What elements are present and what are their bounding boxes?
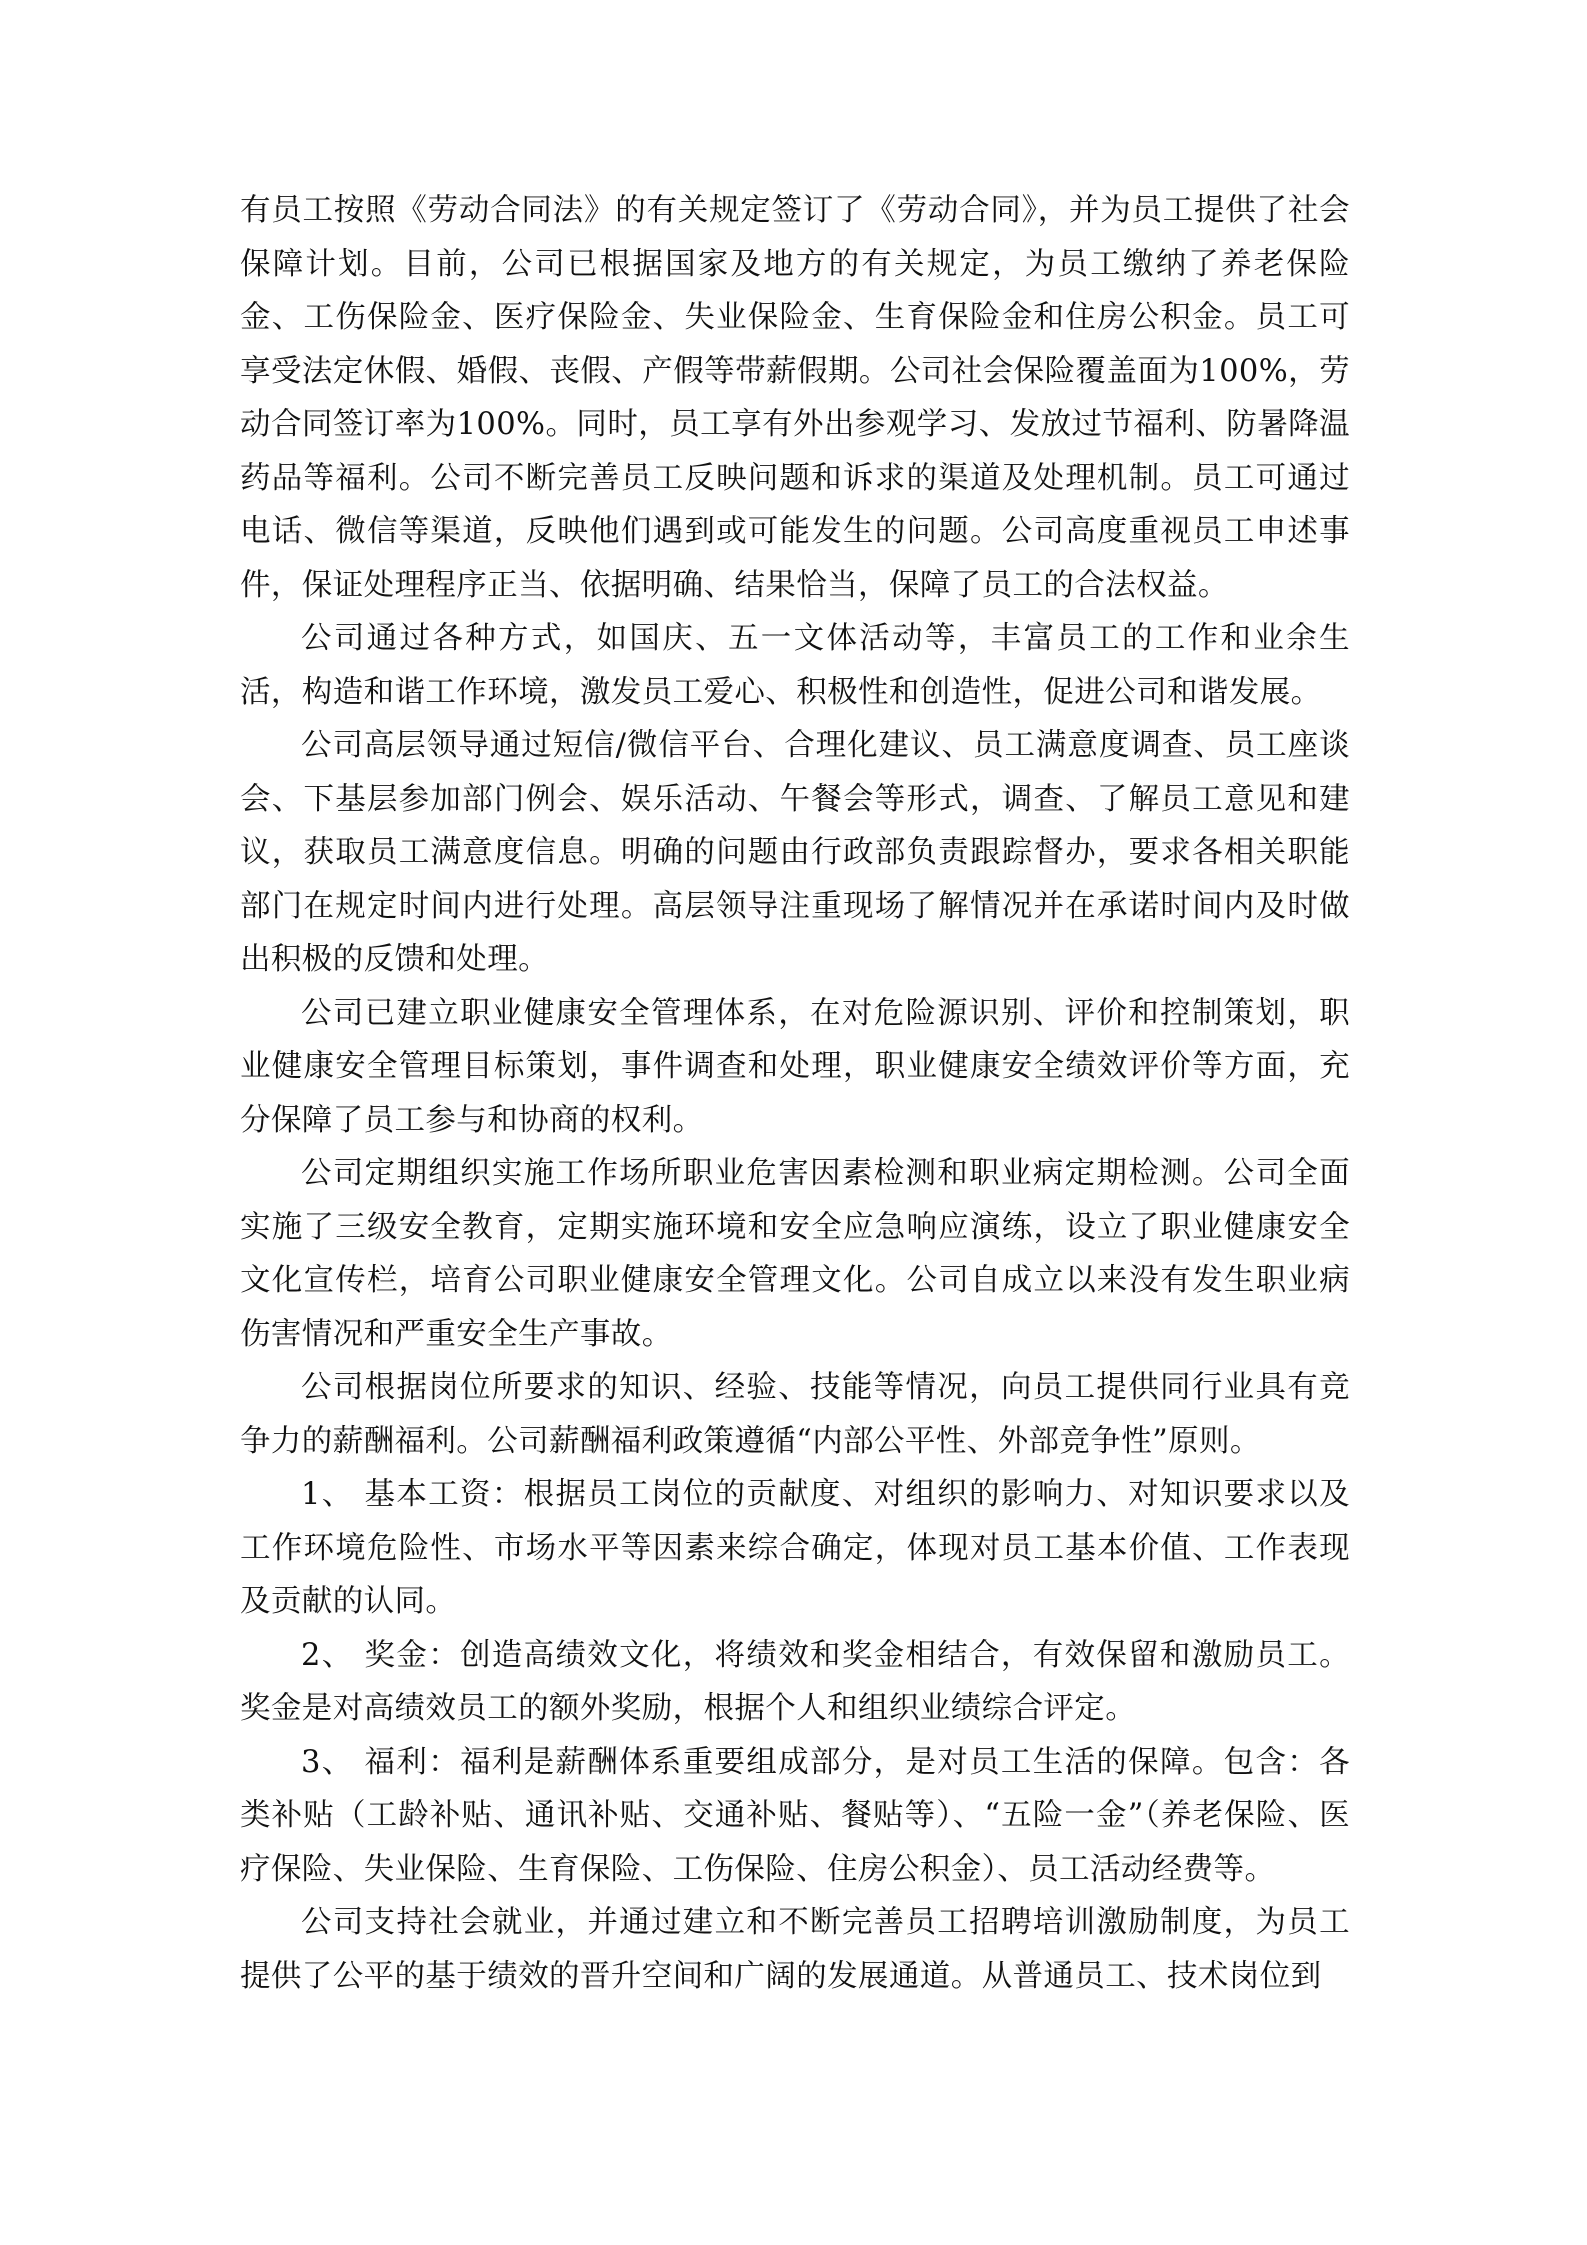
list-item-bonus: 2、 奖金：创造高绩效文化，将绩效和奖金相结合，有效保留和激励员工。奖金是对高绩效员工的额外奖励，根据个人和组织业绩综合评定。 (240, 1637, 1350, 1726)
paragraph-employment: 公司支持社会就业，并通过建立和不断完善员工招聘培训激励制度，为员工提供了公平的基于绩效的晋升空间和广阔的发展通道。从普通员工、技术岗位到 (240, 1905, 1350, 1994)
paragraph-ohs-system: 公司已建立职业健康安全管理体系，在对危险源识别、评价和控制策划，职业健康安全管理目标策划，事件调查和处理，职业健康安全绩效评价等方面，充分保障了员工参与和协商的权利。 (240, 995, 1350, 1138)
paragraph-compensation: 公司根据岗位所要求的知识、经验、技能等情况，向员工提供同行业具有竞争力的薪酬福利。公司薪酬福利政策遵循“内部公平性、外部竞争性”原则。 (240, 1370, 1350, 1459)
paragraph-social-security: 有员工按照《劳动合同法》的有关规定签订了《劳动合同》，并为员工提供了社会保障计划。目前，公司已根据国家及地方的有关规定，为员工缴纳了养老保险金、工伤保险金、医疗保险金、失业保险金、生育保险金和住房公积金。员工可享受法定休假、婚假、丧假、产假等带薪假期。公司社会保险覆盖面为100%，劳动合同签订率为100%。同时，员工享有外出参观学习、发放过节福利、防暑降温药品等福利。公司不断完善员工反映问题和诉求的渠道及处理机制。员工可通过电话、微信等渠道，反映他们遇到或可能发生的问题。公司高度重视员工申述事件，保证处理程序正当、依据明确、结果恰当，保障了员工的合法权益。 (240, 193, 1350, 603)
body-text (240, 184, 1350, 2003)
list-item-base-salary: 1、 基本工资：根据员工岗位的贡献度、对组织的影响力、对知识要求以及工作环境危险性、市场水平等因素来综合确定，体现对员工基本价值、工作表现及贡献的认同。 (240, 1477, 1350, 1619)
list-item-benefits: 3、 福利：福利是薪酬体系重要组成部分，是对员工生活的保障。包含：各类补贴（工龄补贴、通讯补贴、交通补贴、餐贴等）、“五险一金”（养老保险、医疗保险、失业保险、生育保险、工伤保险、住房公积金）、员工活动经费等。 (240, 1744, 1350, 1887)
paragraph-leadership-feedback: 公司高层领导通过短信/微信平台、合理化建议、员工满意度调查、员工座谈会、下基层参加部门例会、娱乐活动、午餐会等形式，调查、了解员工意见和建议，获取员工满意度信息。明确的问题由行政部负责跟踪督办，要求各相关职能部门在规定时间内进行处理。高层领导注重现场了解情况并在承诺时间内及时做出积极的反馈和处理。 (240, 728, 1350, 977)
paragraph-activities: 公司通过各种方式，如国庆、五一文体活动等，丰富员工的工作和业余生活，构造和谐工作环境，激发员工爱心、积极性和创造性，促进公司和谐发展。 (240, 621, 1350, 710)
paragraph-ohs-inspection: 公司定期组织实施工作场所职业危害因素检测和职业病定期检测。公司全面实施了三级安全教育，定期实施环境和安全应急响应演练，设立了职业健康安全文化宣传栏，培育公司职业健康安全管理文化。公司自成立以来没有发生职业病伤害情况和严重安全生产事故。 (240, 1156, 1350, 1352)
